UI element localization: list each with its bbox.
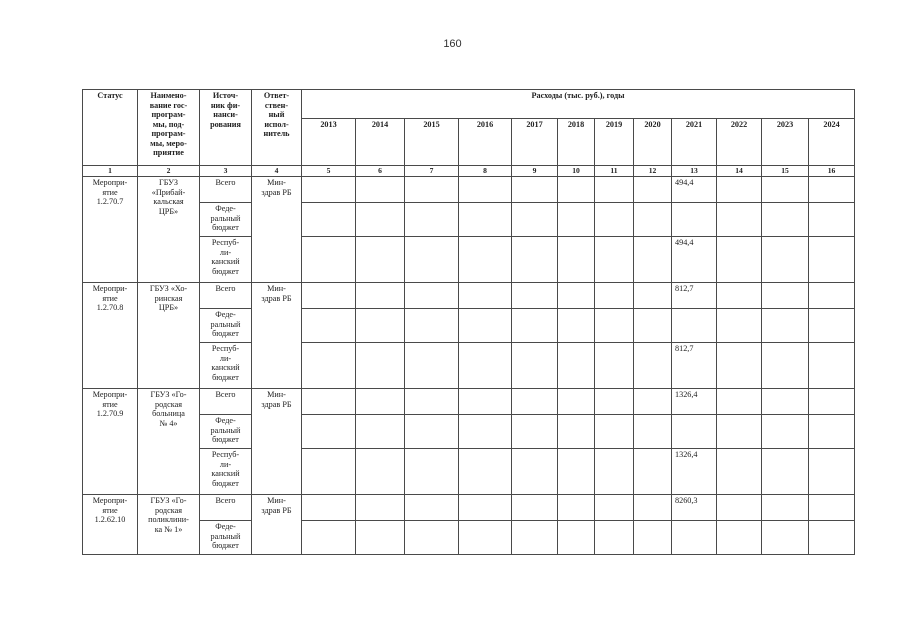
expense-value-2018 <box>558 521 595 555</box>
header-source: Источ- ник фи- нанси- рования <box>200 90 252 166</box>
expense-value-2022 <box>717 389 762 415</box>
expense-value-2018 <box>558 449 595 495</box>
expense-value-2024 <box>809 495 855 521</box>
expense-value-2021: 8260,3 <box>672 495 717 521</box>
expense-value-2016 <box>459 283 512 309</box>
expense-value-2020 <box>634 177 672 203</box>
column-number: 7 <box>405 166 459 177</box>
year-header-2013: 2013 <box>302 119 356 166</box>
measure-name: ГБУЗ «Го- родская поликлини- ка № 1» <box>138 495 200 555</box>
funding-source: Всего <box>200 495 252 521</box>
expense-value-2013 <box>302 309 356 343</box>
expense-value-2022 <box>717 521 762 555</box>
expense-value-2020 <box>634 203 672 237</box>
table-row <box>83 495 855 521</box>
expense-value-2013 <box>302 343 356 389</box>
expense-value-2018 <box>558 237 595 283</box>
expense-value-2017 <box>512 203 558 237</box>
expense-value-2017 <box>512 177 558 203</box>
expense-value-2022 <box>717 415 762 449</box>
expense-value-2022 <box>717 343 762 389</box>
responsible-executor: Мин- здрав РБ <box>252 495 302 555</box>
expense-value-2021: 1326,4 <box>672 389 717 415</box>
measure-name: ГБУЗ «Го- родская больница № 4» <box>138 389 200 495</box>
column-number-row <box>83 166 855 177</box>
expense-value-2017 <box>512 309 558 343</box>
expense-value-2021: 812,7 <box>672 283 717 309</box>
expense-value-2014 <box>356 309 405 343</box>
expense-value-2014 <box>356 177 405 203</box>
expense-value-2013 <box>302 389 356 415</box>
header-name: Наимено- вание гос- програм- мы, под- програм- мы, меро- приятие <box>138 90 200 166</box>
expense-value-2019 <box>595 309 634 343</box>
expense-value-2023 <box>762 521 809 555</box>
expense-value-2024 <box>809 521 855 555</box>
measure-status: Меропри- ятие 1.2.62.10 <box>83 495 138 555</box>
expense-value-2013 <box>302 495 356 521</box>
expense-value-2016 <box>459 415 512 449</box>
expense-value-2014 <box>356 415 405 449</box>
column-number: 9 <box>512 166 558 177</box>
expense-value-2013 <box>302 177 356 203</box>
expense-value-2013 <box>302 283 356 309</box>
expense-value-2024 <box>809 237 855 283</box>
expense-value-2016 <box>459 237 512 283</box>
year-header-2019: 2019 <box>595 119 634 166</box>
expense-value-2016 <box>459 521 512 555</box>
responsible-executor: Мин- здрав РБ <box>252 283 302 389</box>
expense-value-2024 <box>809 449 855 495</box>
responsible-executor: Мин- здрав РБ <box>252 389 302 495</box>
expense-value-2015 <box>405 309 459 343</box>
column-number: 8 <box>459 166 512 177</box>
table-row <box>83 177 855 203</box>
expense-value-2015 <box>405 177 459 203</box>
expense-value-2019 <box>595 449 634 495</box>
expense-value-2020 <box>634 309 672 343</box>
column-number: 6 <box>356 166 405 177</box>
column-number: 14 <box>717 166 762 177</box>
year-header-2017: 2017 <box>512 119 558 166</box>
header-executor: Ответ- ствен- ный испол- нитель <box>252 90 302 166</box>
expense-value-2016 <box>459 389 512 415</box>
expense-value-2022 <box>717 495 762 521</box>
funding-source: Всего <box>200 283 252 309</box>
expense-value-2023 <box>762 449 809 495</box>
expense-value-2014 <box>356 521 405 555</box>
expense-value-2019 <box>595 177 634 203</box>
expense-value-2015 <box>405 343 459 389</box>
expense-value-2023 <box>762 283 809 309</box>
measure-status: Меропри- ятие 1.2.70.9 <box>83 389 138 495</box>
expense-value-2014 <box>356 283 405 309</box>
expense-value-2014 <box>356 449 405 495</box>
funding-source: Респуб- ли- канский бюджет <box>200 237 252 283</box>
expense-value-2015 <box>405 415 459 449</box>
expense-value-2015 <box>405 521 459 555</box>
expense-value-2015 <box>405 495 459 521</box>
column-number: 2 <box>138 166 200 177</box>
column-number: 3 <box>200 166 252 177</box>
expense-value-2018 <box>558 283 595 309</box>
expense-value-2019 <box>595 343 634 389</box>
expense-value-2017 <box>512 389 558 415</box>
expense-value-2014 <box>356 389 405 415</box>
header-row <box>83 90 855 119</box>
funding-source: Феде- ральный бюджет <box>200 309 252 343</box>
funding-source: Феде- ральный бюджет <box>200 521 252 555</box>
expense-value-2016 <box>459 449 512 495</box>
expense-value-2013 <box>302 449 356 495</box>
funding-source: Всего <box>200 389 252 415</box>
year-header-2014: 2014 <box>356 119 405 166</box>
expense-value-2014 <box>356 495 405 521</box>
expense-value-2019 <box>595 495 634 521</box>
table-row <box>83 389 855 415</box>
expense-value-2023 <box>762 343 809 389</box>
expense-value-2020 <box>634 389 672 415</box>
expense-value-2017 <box>512 449 558 495</box>
expense-value-2021: 1326,4 <box>672 449 717 495</box>
expense-value-2022 <box>717 237 762 283</box>
expense-value-2013 <box>302 415 356 449</box>
expense-value-2017 <box>512 521 558 555</box>
funding-source: Феде- ральный бюджет <box>200 415 252 449</box>
column-number: 12 <box>634 166 672 177</box>
funding-source: Респуб- ли- канский бюджет <box>200 343 252 389</box>
expense-value-2024 <box>809 389 855 415</box>
expense-value-2021: 494,4 <box>672 177 717 203</box>
funding-source: Феде- ральный бюджет <box>200 203 252 237</box>
column-number: 4 <box>252 166 302 177</box>
expense-value-2016 <box>459 203 512 237</box>
year-header-2024: 2024 <box>809 119 855 166</box>
expense-value-2017 <box>512 343 558 389</box>
measure-status: Меропри- ятие 1.2.70.8 <box>83 283 138 389</box>
expense-value-2018 <box>558 343 595 389</box>
expense-value-2019 <box>595 283 634 309</box>
expense-value-2016 <box>459 309 512 343</box>
expense-value-2014 <box>356 343 405 389</box>
expense-value-2024 <box>809 309 855 343</box>
expense-value-2023 <box>762 177 809 203</box>
expense-value-2021 <box>672 415 717 449</box>
page-number: 160 <box>443 38 462 50</box>
column-number: 10 <box>558 166 595 177</box>
expense-value-2023 <box>762 415 809 449</box>
expense-value-2014 <box>356 203 405 237</box>
expense-value-2023 <box>762 495 809 521</box>
expense-value-2017 <box>512 237 558 283</box>
expense-value-2022 <box>717 203 762 237</box>
expense-value-2021 <box>672 203 717 237</box>
expense-value-2020 <box>634 415 672 449</box>
expense-value-2023 <box>762 237 809 283</box>
expense-value-2024 <box>809 177 855 203</box>
measure-name: ГБУЗ «Прибай- кальская ЦРБ» <box>138 177 200 283</box>
expense-value-2019 <box>595 389 634 415</box>
expense-value-2021 <box>672 309 717 343</box>
expense-value-2020 <box>634 343 672 389</box>
table-row <box>83 283 855 309</box>
expense-value-2017 <box>512 283 558 309</box>
expense-value-2021: 494,4 <box>672 237 717 283</box>
column-number: 1 <box>83 166 138 177</box>
expense-value-2015 <box>405 449 459 495</box>
expense-value-2021: 812,7 <box>672 343 717 389</box>
expense-value-2014 <box>356 237 405 283</box>
funding-source: Всего <box>200 177 252 203</box>
expense-value-2021 <box>672 521 717 555</box>
measure-name: ГБУЗ «Хо- ринская ЦРБ» <box>138 283 200 389</box>
funding-source: Респуб- ли- канский бюджет <box>200 449 252 495</box>
year-header-2023: 2023 <box>762 119 809 166</box>
expense-value-2024 <box>809 283 855 309</box>
expense-value-2016 <box>459 495 512 521</box>
expense-value-2016 <box>459 177 512 203</box>
expense-value-2018 <box>558 389 595 415</box>
expense-value-2020 <box>634 283 672 309</box>
expense-value-2015 <box>405 283 459 309</box>
expense-value-2018 <box>558 177 595 203</box>
responsible-executor: Мин- здрав РБ <box>252 177 302 283</box>
expense-value-2023 <box>762 203 809 237</box>
expense-value-2023 <box>762 389 809 415</box>
column-number: 13 <box>672 166 717 177</box>
year-header-2015: 2015 <box>405 119 459 166</box>
expense-value-2020 <box>634 495 672 521</box>
expense-value-2024 <box>809 343 855 389</box>
expense-value-2015 <box>405 203 459 237</box>
year-header-2016: 2016 <box>459 119 512 166</box>
expense-value-2022 <box>717 449 762 495</box>
expense-value-2024 <box>809 203 855 237</box>
header-status: Статус <box>83 90 138 166</box>
expense-value-2019 <box>595 203 634 237</box>
expense-value-2023 <box>762 309 809 343</box>
expense-value-2020 <box>634 521 672 555</box>
expense-value-2022 <box>717 309 762 343</box>
expense-value-2016 <box>459 343 512 389</box>
expense-value-2019 <box>595 521 634 555</box>
header-expenses: Расходы (тыс. руб.), годы <box>302 90 855 119</box>
expense-value-2018 <box>558 415 595 449</box>
expense-value-2019 <box>595 415 634 449</box>
expense-value-2013 <box>302 521 356 555</box>
expense-value-2018 <box>558 495 595 521</box>
expense-value-2020 <box>634 449 672 495</box>
expense-value-2018 <box>558 309 595 343</box>
expense-value-2019 <box>595 237 634 283</box>
expense-value-2013 <box>302 203 356 237</box>
column-number: 15 <box>762 166 809 177</box>
year-header-2018: 2018 <box>558 119 595 166</box>
year-header-2020: 2020 <box>634 119 672 166</box>
budget-table <box>82 89 855 555</box>
year-header-2022: 2022 <box>717 119 762 166</box>
column-number: 5 <box>302 166 356 177</box>
column-number: 11 <box>595 166 634 177</box>
expense-value-2017 <box>512 415 558 449</box>
expense-value-2018 <box>558 203 595 237</box>
column-number: 16 <box>809 166 855 177</box>
expense-value-2024 <box>809 415 855 449</box>
expense-value-2013 <box>302 237 356 283</box>
expense-value-2022 <box>717 177 762 203</box>
expense-value-2017 <box>512 495 558 521</box>
expense-value-2015 <box>405 389 459 415</box>
expense-value-2020 <box>634 237 672 283</box>
expense-value-2015 <box>405 237 459 283</box>
measure-status: Меропри- ятие 1.2.70.7 <box>83 177 138 283</box>
expense-value-2022 <box>717 283 762 309</box>
year-header-2021: 2021 <box>672 119 717 166</box>
